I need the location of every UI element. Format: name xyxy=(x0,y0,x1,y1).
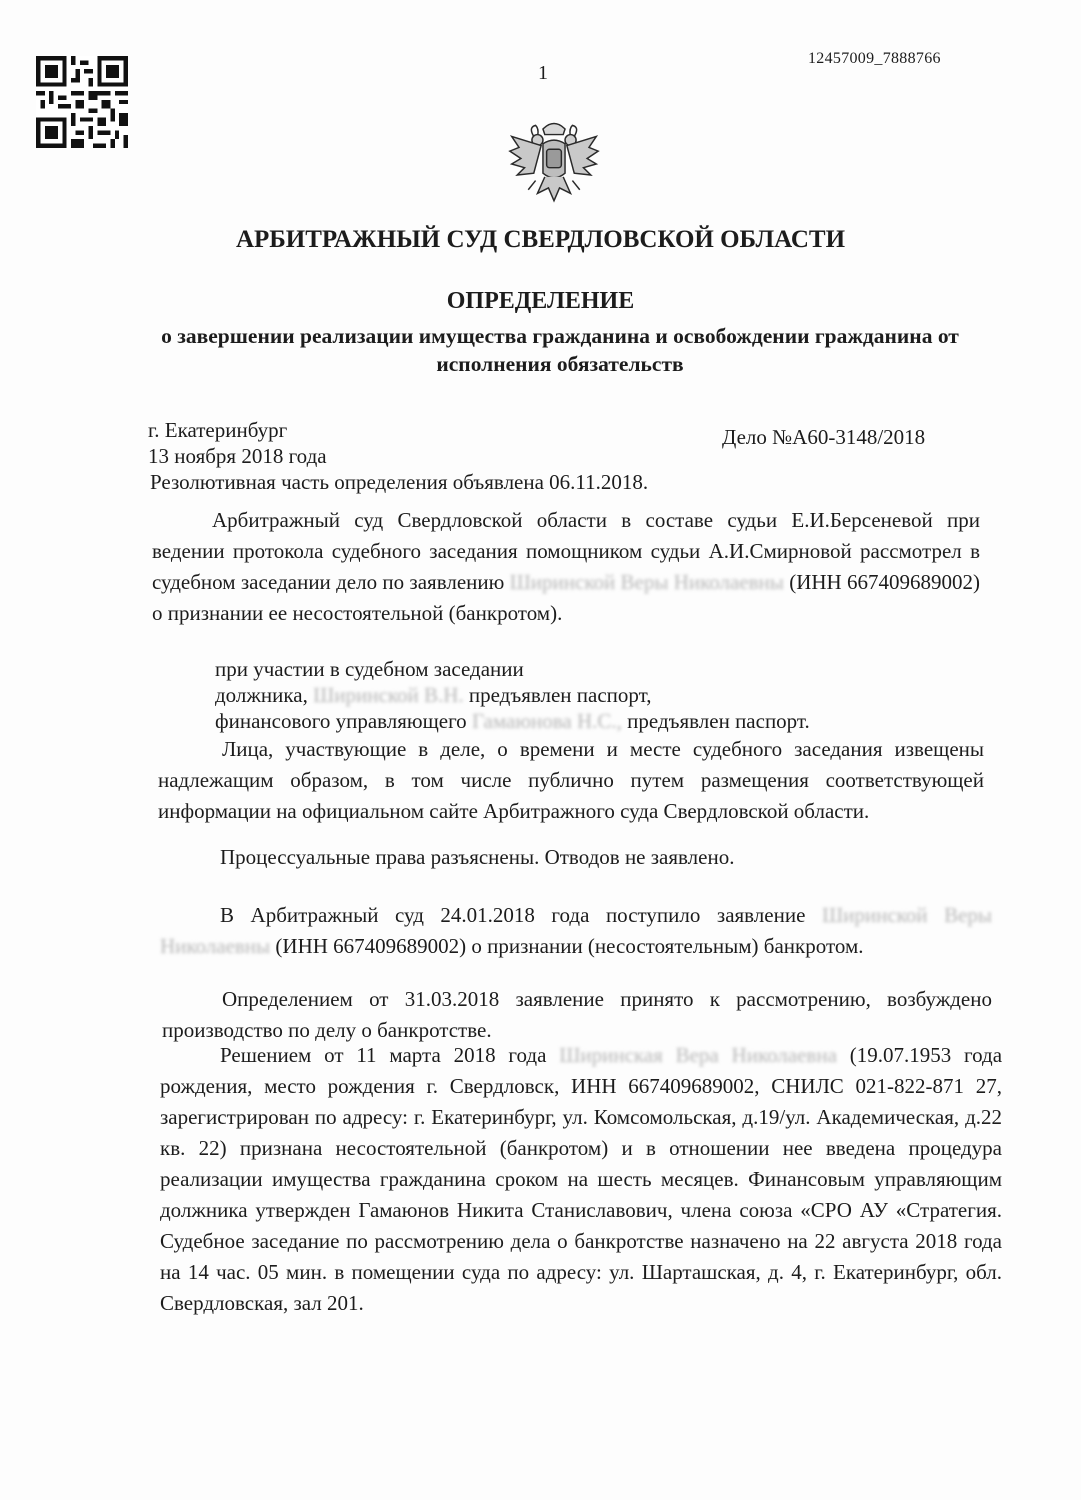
resolution-note: Резолютивная часть определения объявлена 06.11.2018. xyxy=(150,470,649,494)
document-id: 12457009_7888766 xyxy=(808,50,941,67)
paragraph-procedural-rights: Процессуальные права разъяснены. Отводов не заявлено. xyxy=(220,845,735,869)
paragraph-debtor-presence: должника, Ширинской В.Н. предъявлен паспорт, xyxy=(215,683,652,707)
redacted-name: Ширинская Вера Николаевна xyxy=(559,1043,837,1067)
paragraph-manager-presence: финансового управляющего Гамаюнова Н.С., предъявлен паспорт. xyxy=(215,709,810,733)
paragraph-court-composition: Арбитражный суд Свердловской области в составе судьи Е.И.Берсеневой при ведении протокола судебного заседания помощником судьи А.И.Смирновой рассмотрел в судебном заседании дело по заявлению Ширинской Веры Николаевны (ИНН 667409689002) о признании ее несостоятельной (банкротом). xyxy=(152,508,981,625)
redacted-name: Гамаюнова Н.С., xyxy=(471,709,622,733)
decision-date: 13 ноября 2018 года xyxy=(148,444,327,468)
paragraph-participation: при участии в судебном заседании xyxy=(215,657,524,681)
page-number: 1 xyxy=(538,62,548,84)
paragraph-decision: Решением от 11 марта 2018 года Ширинская Вера Николаевна (19.07.1953 года рождения, место рождения г. Свердловск, ИНН 667409689002, СНИЛС 021-822-871 27, зарегистрирован по адресу: г. Екатеринбург, ул. Комсомольская, д.19/ул. Академическая, д.22 кв. 22) признана несостоятельной (банкротом) и в отношении нее введена процедура реализации имущества гражданина сроком на шесть месяцев. Финансовым управляющим должника утвержден Гамаюнов Никита Станиславович, члена союза «СРО АУ «Стратегия. Судебное заседание по рассмотрению дела о банкротстве назначено на 22 августа 2018 года на 14 час. 05 мин. в помещении суда по адресу: ул. Шарташская, д. 4, г. Екатеринбург, обл. Свердловская, зал 201. xyxy=(160,1043,1003,1315)
paragraph-application: В Арбитражный суд 24.01.2018 года поступило заявление Ширинской Веры Николаевны (ИНН 667409689002) о признании (несостоятельным) банкротом. xyxy=(160,903,993,958)
document-title: ОПРЕДЕЛЕНИЕ xyxy=(446,288,635,314)
redacted-name: Ширинской В.Н. xyxy=(313,683,464,707)
qr-code-icon xyxy=(36,56,128,148)
paragraph-notification: Лица, участвующие в деле, о времени и месте судебного заседания извещены надлежащим образом, в том числе публично путем размещения соответствующей информации на официальном сайте Арбитражного суда Свердловской области. xyxy=(158,737,984,823)
document-subtitle: о завершении реализации имущества гражданина и освобождении гражданина от исполнения обязательств xyxy=(161,324,959,376)
redacted-name: Ширинской Веры Николаевны xyxy=(160,903,993,958)
paragraph-acceptance: Определением от 31.03.2018 заявление принято к рассмотрению, возбуждено производство по делу о банкротстве. xyxy=(162,987,992,1042)
coat-of-arms-icon xyxy=(508,116,600,212)
court-name: АРБИТРАЖНЫЙ СУД СВЕРДЛОВСКОЙ ОБЛАСТИ xyxy=(235,226,846,253)
case-number: Дело №А60-3148/2018 xyxy=(722,425,926,449)
city: г. Екатеринбург xyxy=(148,418,288,442)
redacted-name: Ширинской Веры Николаевны xyxy=(509,570,784,594)
